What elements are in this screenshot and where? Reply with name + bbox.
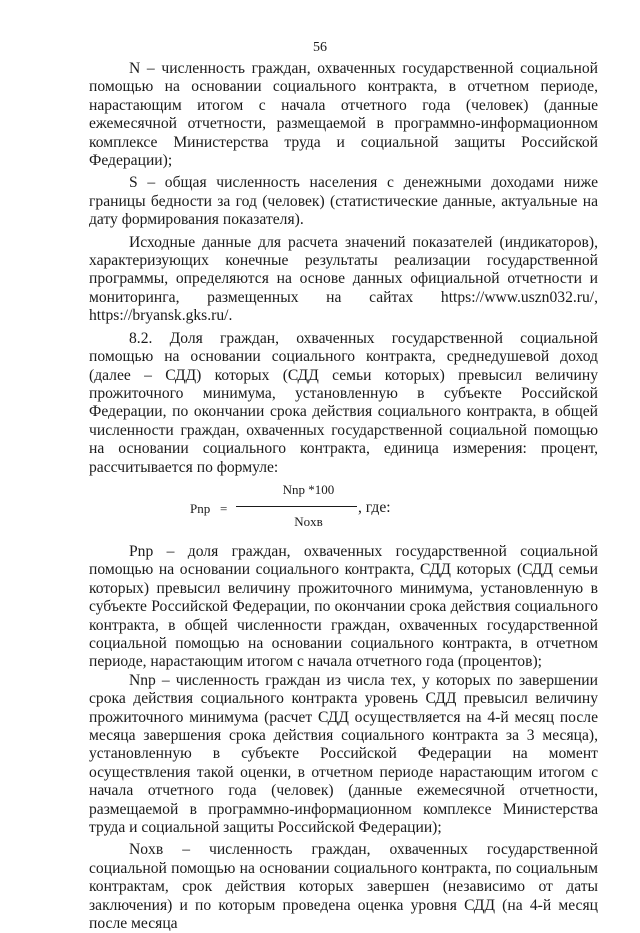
formula-equals: = — [220, 500, 228, 516]
formula-where: , где: — [358, 498, 391, 516]
paragraph-section-8-2: 8.2. Доля граждан, охваченных государственной социальной помощью на основании социального контракта, среднедушевой доход (далее – СДД) которых (СДД семьи которых) превысил величину прожиточного минимума, установленную в субъекте Российской Федерации, по окончании срока действия социального контракта, в общей численности граждан, охваченных государственной социальной помощью на основании социального контракта, единица измерения: процент, рассчитывается по формуле: — [89, 329, 598, 476]
page-number: 56 — [313, 40, 327, 55]
paragraph-noxv-definition: Noxв – численность граждан, охваченных государственной социальной помощью на основании социального контракта, по социальным контрактам, срок действия которых завершен (независимо от даты заключения) и по которым проведена оценка уровня СДД (на 4-й месяц после месяца — [89, 841, 598, 933]
paragraph-source-data: Исходные данные для расчета значений показателей (индикаторов), характеризующих конечные результаты реализации государственной программы, определяются на основе данных официальной отчетности и мониторинга, размещенных на сайтах https://www.uszn032.ru/, https://bryansk.gks.ru/. — [89, 233, 598, 325]
paragraph-s-definition: S – общая численность населения с денежными доходами ниже границы бедности за год (человек) (статистические данные, актуальные на дату формирования показателя). — [89, 174, 598, 229]
formula — [89, 481, 598, 537]
formula-numerator: Nnp *100 — [282, 481, 335, 497]
formula-lhs: Pnp — [190, 500, 211, 516]
paragraph-pnp-definition: Pnp – доля граждан, охваченных государственной социальной помощью на основании социального контракта, СДД которых (СДД семьи которых) превысил величину прожиточного минимума, установленную в субъекте Российской Федерации, по окончании срока действия социального контракта, в общей численности граждан, охваченных государственной социальной помощью на основании социального контракта, в отчетном периоде, нарастающим итогом с начала отчетного года (процентов); — [89, 542, 598, 671]
formula-denominator: Noxв — [294, 513, 323, 529]
formula-fraction-bar — [236, 506, 357, 507]
document-body — [89, 60, 598, 933]
paragraph-n-definition: N – численность граждан, охваченных государственной социальной помощью на основании социального контракта, в отчетном периоде, нарастающим итогом с начала отчетного года (человек) (данные ежемесячной отчетности, размещаемой в программно-информационном комплексе Министерства труда и социальной защиты Российской Федерации); — [89, 60, 598, 170]
paragraph-nnp-definition: Nnp – численность граждан из числа тех, у которых по завершении срока действия социального контракта уровень СДД превысил величину прожиточного минимума (расчет СДД осуществляется на 4-й месяц после месяца завершения срока действия социального контракта за 3 месяца), установленную в субъекте Российской Федерации на момент осуществления такой оценки, в отчетном периоде нарастающим итогом с начала отчетного года (человек) (данные ежемесячной отчетности, размещаемой в программно-информационном комплексе Министерства труда и социальной защиты Российской Федерации); — [89, 671, 598, 837]
